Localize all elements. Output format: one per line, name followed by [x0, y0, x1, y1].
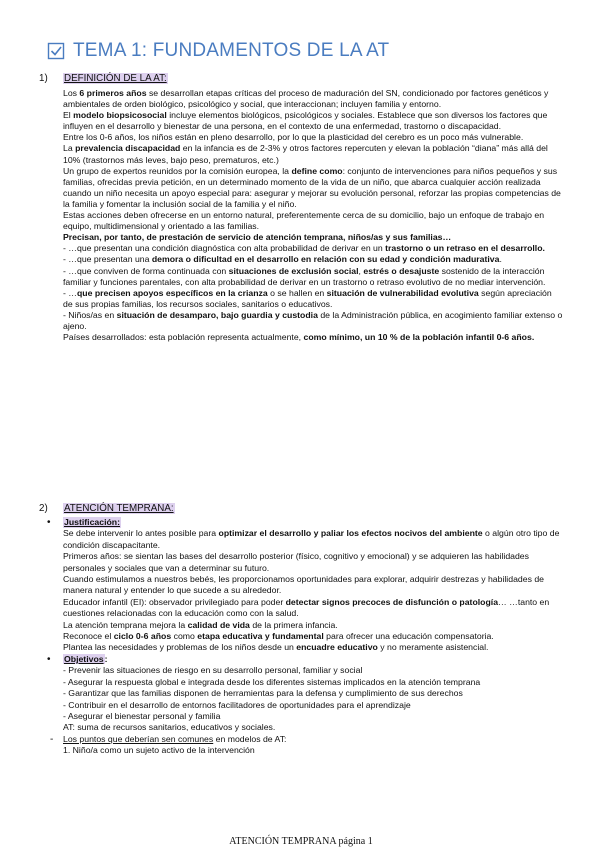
section-number: 2): [39, 503, 48, 514]
subheading-colon: :: [104, 653, 108, 664]
page-title: TEMA 1: FUNDAMENTOS DE LA AT: [73, 40, 390, 61]
section-atencion-body: [47, 517, 567, 757]
checkbox-icon: [47, 42, 65, 60]
list-item: [63, 243, 563, 254]
bullet-objetivos: [47, 654, 567, 665]
paragraph: [47, 620, 567, 631]
text: y no meramente asistencial.: [377, 642, 489, 653]
text: Plantea las necesidades y problemas de los niños desde un: [63, 642, 297, 653]
text: - …: [63, 287, 77, 298]
objective-item: - Garantizar que las familias disponen de herramientas para la defensa y cumplimiento de sus derechos: [63, 688, 463, 699]
text: … …tanto en cuestiones relacionadas con la educación como con la salud.: [63, 596, 550, 619]
emphasis: estrés o desajuste: [363, 265, 440, 276]
emphasis: situación de desamparo, bajo guardia y custodia: [116, 309, 318, 320]
text: La atención temprana mejora la: [63, 619, 188, 630]
text: Educador infantil (EI): observador privilegiado para poder: [63, 596, 286, 607]
emphasis: como mínimo, un 10 % de la población infantil 0-6 años.: [303, 332, 535, 343]
text: Se debe intervenir lo antes posible para: [63, 528, 219, 539]
emphasis: optimizar el desarrollo y paliar los efectos nocivos del ambiente: [218, 528, 483, 539]
text: según apreciación de sus propias familias, los recursos sociales, sanitarios o educativos.: [63, 287, 552, 309]
objective-item: - Asegurar la respuesta global e integrada desde los diferentes sistemas implicados en la atención temprana: [63, 676, 481, 687]
paragraph: Estas acciones deben ofrecerse en un entorno natural, preferentemente cerca de su domicilio, bajo un enfoque de trabajo en equipo, multidimensional y orientado a las familias.: [63, 210, 545, 232]
text: incluye elementos biológicos, psicológicos y sociales. Establece que son diversos los factores que influyen en el desarrollo y bienestar de una persona, en el contexto de una enfermedad, trastorno o discapacidad.: [63, 110, 548, 132]
text: en modelos de AT:: [213, 733, 287, 744]
emphasis: 6 primeros años: [79, 88, 147, 98]
text: o algún otro tipo de condición discapacitante.: [63, 528, 560, 550]
emphasis: modelo biopsicosocial: [73, 110, 167, 121]
section-title: DEFINICIÓN DE LA AT:: [64, 73, 167, 84]
paragraph: Entre los 0-6 años, los niños están en pleno desarrollo, por lo que la plasticidad del cerebro es un poco más vulnerable.: [63, 132, 524, 143]
page-title-row: [47, 38, 389, 64]
text: de la Administración pública, en acogimiento familiar extenso o ajeno.: [63, 309, 563, 331]
text: - …que conviven de forma continuada con: [63, 265, 229, 276]
paragraph: [63, 110, 563, 132]
emphasis: calidad de vida: [187, 619, 250, 630]
emphasis: situación de vulnerabilidad evolutiva: [326, 287, 479, 298]
section-number: 1): [39, 73, 48, 84]
text: para ofrecer una educación compensatoria.: [323, 631, 494, 642]
paragraph: [63, 88, 563, 110]
text: - …que presentan una condición diagnóstica con alta probabilidad de derivar en un: [63, 243, 386, 254]
paragraph: [63, 166, 563, 210]
section-heading-atencion: [39, 503, 175, 514]
list-item: [63, 266, 563, 288]
list-item: [63, 310, 563, 332]
numbered-item: 1. Niño/a como un sujeto activo de la intervención: [63, 745, 255, 756]
paragraph: Cuando estimulamos a nuestros bebés, les proporcionamos oportunidades para explorar, adquirir destrezas y habilidades de manera natural y entender lo que sucede a su alrededor.: [63, 574, 544, 596]
paragraph: [47, 631, 567, 642]
text: se desarrollan etapas críticas del proceso de maduración del SN, condicionado por factores genéticos y ambientales de orden biológico, psicológico y social, que interaccionan; incluyen familia y entorno.: [63, 88, 549, 110]
emphasis: Precisan, por tanto, de prestación de servicio de atención temprana, niños/as y sus familias…: [63, 232, 452, 243]
section-heading-definicion: [39, 73, 168, 84]
text: en la infancia es de 2-3% y otros factores repercuten y elevan la población “diana” más allá del 10% (trastornos más leves, bajo peso, prematuros, etc.): [63, 143, 548, 165]
subheading-objetivos: [63, 654, 108, 665]
text: o se hallen en: [267, 287, 327, 298]
emphasis: trastorno o un retraso en el desarrollo.: [385, 243, 545, 254]
subheading-justificacion: Justificación:: [64, 517, 120, 527]
text: Países desarrollados: esta población representa actualmente,: [63, 332, 304, 343]
objective-item: - Contribuir en el desarrollo de entornos facilitadores de oportunidades para el aprendizaje: [63, 699, 411, 710]
text: .: [499, 254, 502, 265]
paragraph: [63, 332, 563, 343]
dash-bullet: -: [50, 733, 54, 745]
text: ,: [358, 265, 364, 276]
emphasis: situaciones de exclusión social: [228, 265, 359, 276]
text: - Niños/as en: [63, 309, 117, 320]
subheading-label: Objetivos: [64, 653, 104, 664]
list-item: [63, 254, 563, 265]
emphasis: encuadre educativo: [296, 642, 378, 653]
text: : conjunto de intervenciones para niños pequeños y sus familias, ofrecidas previa petición, en un determinado momento de la vida de un niño, que abarca cualquier acción realizada cuando un niño necesita un apoyo especial para: asegurar y mejorar su evolución personal, reforzar las propias competencias de la familia y fomentar la inclusión social de la familia y el niño.: [63, 165, 561, 209]
underlined-text: Los puntos que deberían sen comunes: [63, 733, 214, 744]
paragraph: [63, 232, 563, 243]
text: - …que presentan una: [63, 254, 152, 265]
emphasis: que precisen apoyos específicos en la crianza: [77, 287, 268, 298]
paragraph: [47, 642, 567, 653]
emphasis: detectar signos precoces de disfunción o patología: [285, 596, 499, 607]
text: Reconoce el: [63, 631, 114, 642]
paragraph: [63, 143, 563, 165]
points-line: [63, 734, 286, 745]
paragraph: [47, 528, 567, 551]
emphasis: etapa educativa y fundamental: [197, 631, 324, 642]
emphasis: demora o dificultad en el desarrollo en relación con su edad y condición madurativa: [151, 254, 500, 265]
paragraph: [47, 597, 567, 620]
objective-item: - Prevenir las situaciones de riesgo en su desarrollo personal, familiar y social: [63, 665, 363, 676]
bullet-icon: •: [47, 653, 51, 665]
text: Un grupo de expertos reunidos por la comisión europea, la: [63, 165, 292, 176]
text: sostenido de la interacción familiar y funciones parentales, con alta probabilidad de derivar en un trastorno o retraso evolutivo de no mediar intervención.: [63, 265, 546, 287]
emphasis: define como: [291, 165, 343, 176]
list-item: [63, 288, 563, 310]
text: como: [171, 631, 198, 642]
text: La: [63, 143, 76, 154]
objective-item: - Asegurar el bienestar personal y familia: [63, 710, 221, 721]
page-footer: ATENCIÓN TEMPRANA página 1: [229, 836, 373, 847]
bullet-justificacion: [47, 517, 567, 528]
text: Los: [63, 88, 80, 98]
text: de la primera infancia.: [249, 619, 338, 630]
text: El: [63, 110, 74, 121]
emphasis: ciclo 0-6 años: [113, 631, 172, 642]
section-title: ATENCIÓN TEMPRANA:: [64, 503, 174, 514]
paragraph: Primeros años: se sientan las bases del desarrollo posterior (físico, cognitivo y emocional) y se adquieren las habilidades personales y sociales que van a determinar su futuro.: [63, 551, 529, 573]
emphasis: prevalencia discapacidad: [75, 143, 181, 154]
paragraph: AT: suma de recursos sanitarios, educativos y sociales.: [63, 722, 276, 733]
bullet-icon: •: [47, 517, 51, 528]
bullet-puntos-comunes: [47, 734, 567, 745]
section-definicion-body: [63, 88, 563, 343]
